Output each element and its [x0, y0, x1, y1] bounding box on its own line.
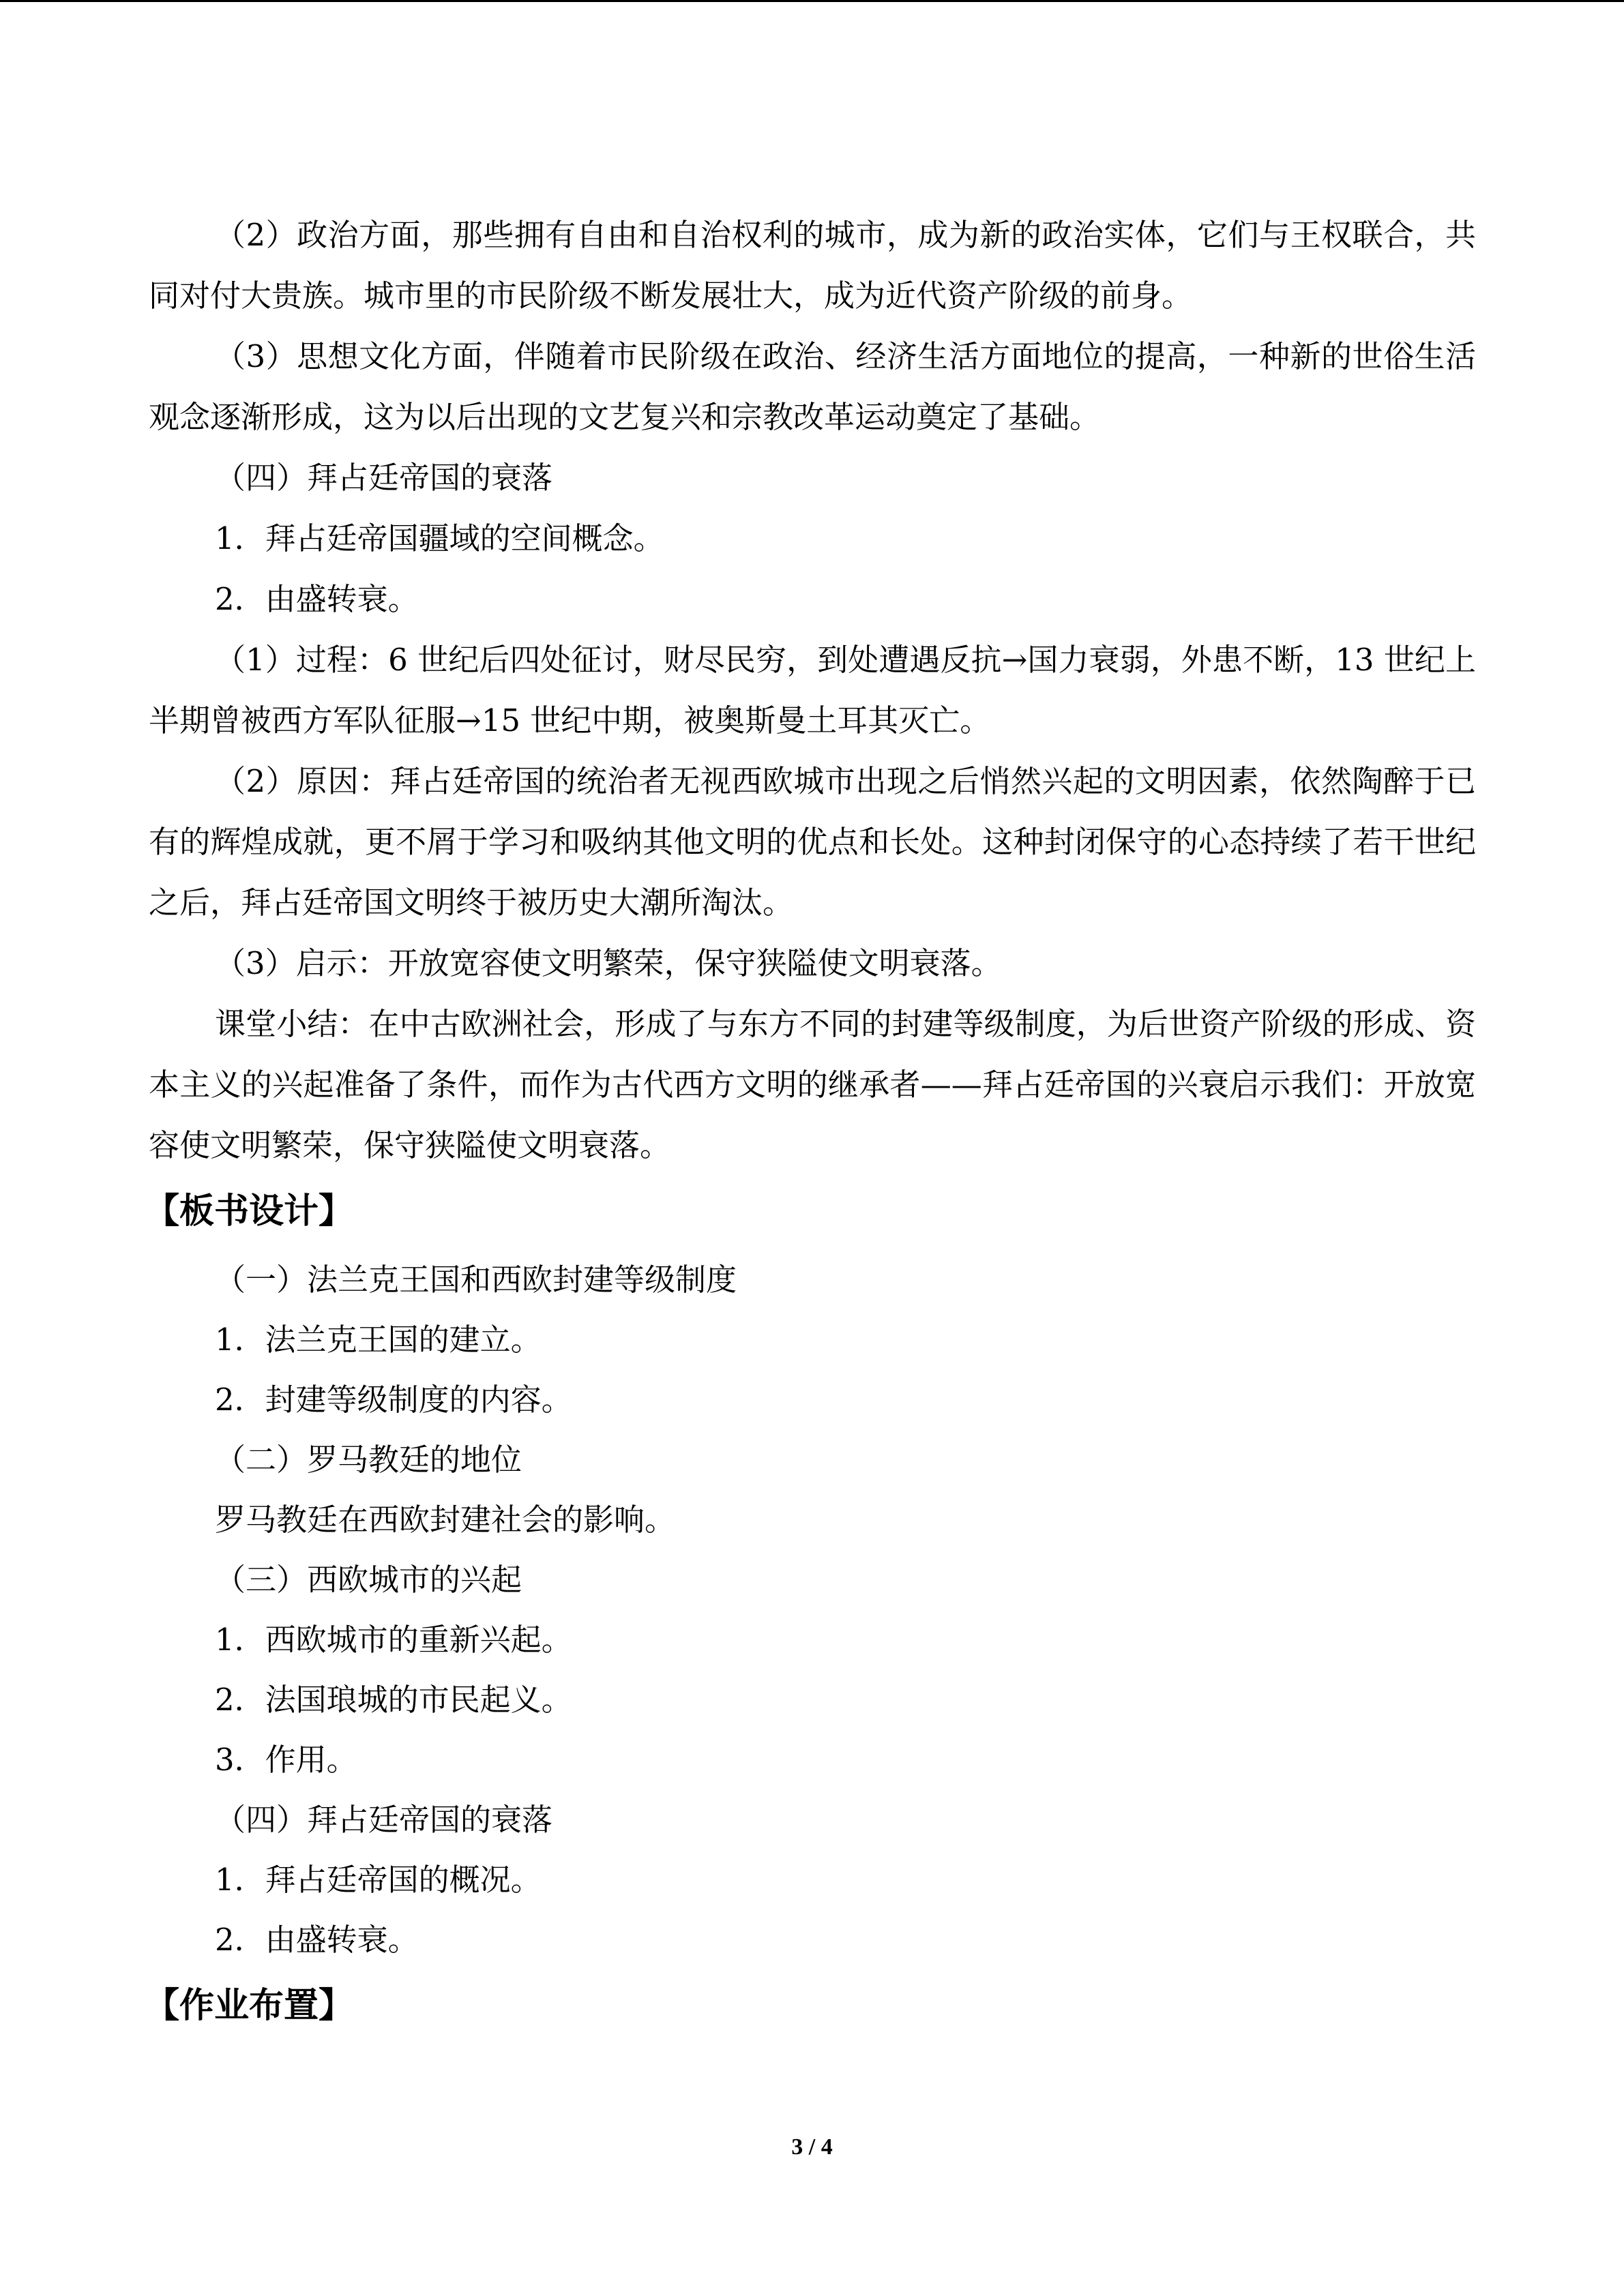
board-design-heading: 【板书设计】: [145, 1191, 354, 1232]
page-content: [145, 205, 1476, 2044]
paragraph-reason: （2）原因：拜占廷帝国的统治者无视西欧城市出现之后悄然兴起的文明因素，依然陶醉于已有的辉煌成就，更不屑于学习和吸纳其他文明的优点和长处。这种封闭保守的心态持续了若干世纪之后，拜占廷帝国文明终于被历史大潮所淘汰。: [149, 763, 1476, 921]
paragraph-summary: 课堂小结：在中古欧洲社会，形成了与东方不同的封建等级制度，为后世资产阶级的形成、资本主义的兴起准备了条件，而作为古代西方文明的继承者——拜占廷帝国的兴衰启示我们：开放宽容使文明繁荣，保守狭隘使文明衰落。: [149, 1006, 1476, 1163]
item-rise-and-decline: 2．由盛转衰。: [215, 581, 419, 617]
top-border-line: [0, 0, 1624, 2]
board-line: 2．封建等级制度的内容。: [215, 1382, 572, 1418]
board-line: 1．拜占廷帝国的概况。: [215, 1862, 542, 1898]
board-line: 2．法国琅城的市民起义。: [215, 1682, 572, 1718]
paragraph-politics: （2）政治方面，那些拥有自由和自治权利的城市，成为新的政治实体，它们与王权联合，共同对付大贵族。城市里的市民阶级不断发展壮大，成为近代资产阶级的前身。: [149, 217, 1476, 314]
board-line: （三）西欧城市的兴起: [215, 1562, 522, 1598]
paragraph-process: （1）过程：6 世纪后四处征讨，财尽民穷，到处遭遇反抗→国力衰弱，外患不断，13 世纪上半期曾被西方军队征服→15 世纪中期，被奥斯曼土耳其灭亡。: [149, 642, 1476, 739]
board-line: 2．由盛转衰。: [215, 1922, 419, 1958]
paragraph-culture: （3）思想文化方面，伴随着市民阶级在政治、经济生活方面地位的提高，一种新的世俗生活观念逐渐形成，这为以后出现的文艺复兴和宗教改革运动奠定了基础。: [149, 338, 1476, 435]
paragraph-lesson: （3）启示：开放宽容使文明繁荣，保守狭隘使文明衰落。: [215, 945, 1002, 981]
board-line: 1．西欧城市的重新兴起。: [215, 1622, 572, 1658]
page-number: 3 / 4: [791, 2134, 833, 2160]
item-byzantine-territory: 1．拜占廷帝国疆域的空间概念。: [215, 520, 664, 556]
board-line: 1．法兰克王国的建立。: [215, 1322, 542, 1358]
homework-heading: 【作业布置】: [145, 1986, 354, 2026]
section-heading-byzantine: （四）拜占廷帝国的衰落: [215, 460, 553, 496]
board-design-outline: [149, 1250, 1476, 1970]
board-line: 罗马教廷在西欧封建社会的影响。: [215, 1502, 676, 1538]
board-line: （二）罗马教廷的地位: [215, 1442, 522, 1478]
board-line: （一）法兰克王国和西欧封建等级制度: [215, 1262, 737, 1298]
board-line: （四）拜占廷帝国的衰落: [215, 1802, 553, 1838]
board-line: 3．作用。: [215, 1742, 357, 1778]
